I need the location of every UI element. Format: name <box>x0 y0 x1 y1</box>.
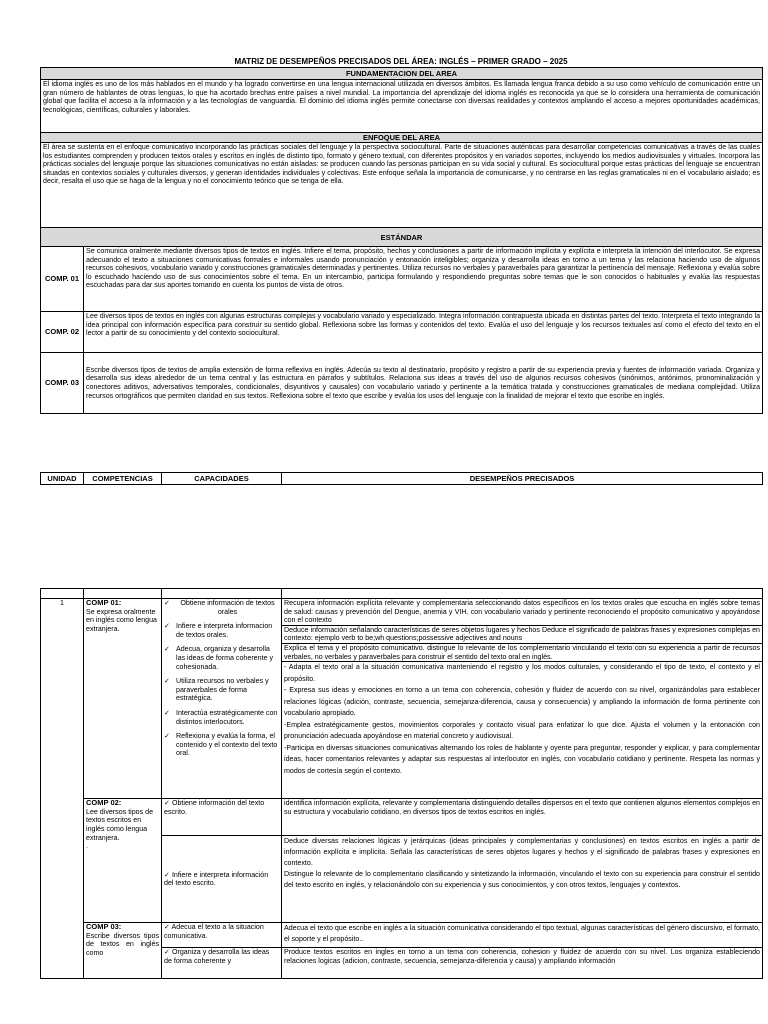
standard-comp-01-text: Se comunica oralmente mediante diversos tipos de textos en inglés. Infiere el tema, propósito, hechos y conclusiones a partir de información implícita y explícita e interpreta la intención del interlocutor. Se expresa adecuando el texto a situaciones comunicativas formales e informales usando pronunciación y entonación inteligibles; organiza y desarrolla ideas en torno a un tema y las relaciona haciendo uso de algunos recursos cohesivos, vocabulario variado y construcciones gramaticales determinadas y pertinentes. Utiliza recursos no verbales y paraverbales para garantizar la pertinencia del mensaje. Reflexiona y evalúa sobre lo escuchado haciendo uso de sus conocimientos sobre el tema. En un intercambio, participa formulando y respondiendo preguntas sobre temas que le son conocidos o habituales y evalúa las respuestas escuchadas para dar sus aportes tomando en cuenta los puntos de vista de otros. <box>84 247 763 312</box>
check-icon: ✓ <box>164 732 170 741</box>
empty-cell <box>162 589 282 599</box>
check-icon: ✓ <box>164 622 170 631</box>
standard-comp-02-text: Lee diversos tipos de textos en inglés con algunas estructuras complejas y vocabulario variado y especializado. Integra información contrapuesta ubicada en distintas partes del texto. Interpreta el texto integrando la idea principal con información específica para construir su sentido global. Reflexiona sobre las formas y contenidos del texto. Evalúa el uso del lenguaje y los recursos textuales así como el efecto del texto en el lector a partir de su conocimiento y del contexto sociocultural. <box>84 312 763 353</box>
capacity-item: Interactúa estratégicamente con distintos interlocutors. <box>176 708 278 726</box>
capacity-02-2 <box>162 836 282 923</box>
performance-3-2: Produce textos escritos en ingles en torno a un tema con coherencia, cohesion y fluidez de acuerdo con su nivel. Los organiza estableciendo relaciones logicas (adicion, contraste, secuencia, semejanza-diferencia y causa) y ampliando información <box>282 948 763 979</box>
header-desempenos: DESEMPEÑOS PRECISADOS <box>282 473 763 485</box>
competency-02 <box>84 799 162 923</box>
competency-03-desc: Escribe diversos tipos de textos en inglés como <box>86 931 159 957</box>
standard-comp-01-label: COMP. 01 <box>41 247 84 312</box>
check-icon: ✓ <box>164 948 170 957</box>
standard-comp-03-text: Escribe diversos tipos de textos de amplia extensión de forma reflexiva en inglés. Adecúa su texto al destinatario, propósito y registro a partir de su experiencia previa y fuentes de información variada. Organiza y desarrolla sus ideas alrededor de un tema central y las estructura en párrafos y subtítulos. Relaciona sus ideas a través del uso de algunos recursos cohesivos (sinónimos, antónimos, pronominalización y conectores aditivos, adversativos temporales, condicionales, disyuntivos y causales) con vocabulario variado y pertinente a la temática tratada y construcciones gramaticales de mediana complejidad. Utiliza recursos ortográficos que permiten claridad en sus textos. Reflexiona sobre el texto que escribe y evalúa los usos del lenguaje con la finalidad de mejorar el texto que escribe en inglés. <box>84 353 763 414</box>
competency-01 <box>84 599 162 799</box>
header-capacidades: CAPACIDADES <box>162 473 282 485</box>
competency-03-title: COMP 03: <box>86 922 122 932</box>
competency-01-title: COMP 01: <box>86 598 122 607</box>
performance-2-1: identifica información explícita, relevante y complementaria distinguiendo detalles dispersos en el texto que contienen algunos elementos complejos en su estructura y vocabulario cotidiano, en diversos tipos de textos escritos en inglés. <box>282 799 763 836</box>
capacity-03-2 <box>162 948 282 979</box>
performance-item: - Expresa sus ideas y emociones en torno a un tema con coherencia, cohesión y fluidez de acuerdo con su nivel, organizándolas para establecer relaciones lógicas (adición, contraste, secuencia, semejanza-diferencia, causa y consecuencia) y ampliando la información de forma pertinente con vocabulario apropiado. <box>284 686 760 718</box>
fundamentacion-text: El idioma inglés es uno de los más hablados en el mundo y ha logrado convertirse en una lengua internacional utilizada en diversos ámbitos. Es llamada lengua franca debido a su uso como vehículo de comunicación entre un gran número de hablantes de otras lenguas, lo que ha acortado brechas entre países a nivel mundial. La importancia del aprendizaje del idioma inglés es reconocida ya que se lo considera una herramienta de comunicación global que facilita el acceso a la información y a las tecnologías de vanguardia. El dominio del idioma inglés permite conectarse con diversas realidades y contextos ampliando el acceso a mejores oportunidades académicas, tecnológicas, científicas, culturales y laborales. <box>41 80 763 133</box>
performance-item: Distingue lo relevante de lo complementario clasificando y sintetizando la información, vinculando el texto con su experiencia para construir el sentido del texto escrito en inglés, y relacionándolo con su experiencia y sus conocimientos, y con otros textos, lenguajes y contextos. <box>284 870 760 890</box>
enfoque-text: El área se sustenta en el enfoque comunicativo incorporando las prácticas sociales del lenguaje y la perspectiva sociocultural. Parte de situaciones auténticas para desarrollar competencias comunicativas a través de las cuales los estudiantes comprenden y producen textos orales y escritos en inglés de distinto tipo, formato y género textual, con diferentes propósitos y en variados soportes, incluyendo los medios audiovisuales y virtuales. Incorpora las prácticas sociales del lenguaje porque las situaciones comunicativas no están aisladas: se producen cuando las personas participan en su vida social y cultural. Es sociocultural porque estas prácticas del lenguaje se encuentran situadas en contextos sociales y culturales diversos, y generan identidades individuales y colectivas. Este enfoque señala la importancia de comunicarse, y no centrarse en las reglas gramaticales ni en el vocabulario aislado; es decir, resalta el uso que se haga de la lengua y no el conocimiento teórico que se tenga de ella. <box>41 143 763 228</box>
empty-cell <box>282 589 763 599</box>
performance-item: Deduce diversas relaciones lógicas y jerárquicas (ideas principales y complementarias y conclusiones) en textos escritos en inglés a partir de información explícita e implícita. Señala las características de seres objetos lugares y hechos y el significado de palabras frases y expresiones en contexto. <box>284 837 760 868</box>
standard-comp-02-label: COMP. 02 <box>41 312 84 353</box>
matrix-header-table <box>40 472 763 485</box>
capacity-item: Organiza y desarrolla las ideas de forma coherente y <box>164 948 270 965</box>
enfoque-heading: ENFOQUE DEL AREA <box>41 133 763 143</box>
capacities-01 <box>162 599 282 799</box>
competency-02-dot: . <box>86 842 88 851</box>
performance-1-2: Deduce información señalando características de seres objetos lugares y hechos Deduce el significado de palabras frases y expresiones complejas en contexto: ejemplo verb to be;wh questions;possessive adjectives and nouns <box>282 625 763 643</box>
capacity-item: Infiere e interpreta información del texto escrito. <box>164 870 269 888</box>
check-icon: ✓ <box>164 677 170 686</box>
standard-comp-03-label: COMP. 03 <box>41 353 84 414</box>
capacity-item: Infiere e interpreta informacion de textos orales. <box>176 622 273 639</box>
check-icon: ✓ <box>164 645 170 654</box>
capacity-item: Adecua, organiza y desarrolla las ideas de forma coherente y cohesionada. <box>176 645 274 671</box>
check-icon: ✓ <box>164 799 170 808</box>
performance-1-3: Explica el tema y el propósito comunicativo. distingue lo relevante de los complementario vinculando el texto con su experiencia a partir de recursos verbales, no verbales y paraverbales para construir el sentido del texto oral en inglés. <box>282 643 763 661</box>
competency-02-title: COMP 02: <box>86 798 122 808</box>
performance-item: - Adapta el texto oral a la situación comunicativa manteniendo el registro y los modos culturales, y considerando el tipo de texto, el contexto y el propósito. <box>284 663 760 683</box>
performance-matrix-table <box>40 588 763 979</box>
header-competencias: COMPETENCIAS <box>84 473 162 485</box>
empty-cell <box>84 589 162 599</box>
empty-cell <box>41 589 84 599</box>
capacity-item: Obtiene información de textos orales <box>180 599 275 616</box>
document-title: MATRIZ DE DESEMPEÑOS PRECISADOS DEL ÁREA: INGLÉS – PRIMER GRADO – 2025 <box>234 57 568 66</box>
performance-1-4 <box>282 662 763 799</box>
check-icon: ✓ <box>164 923 170 932</box>
performance-2-2 <box>282 836 763 923</box>
capacity-item: Utiliza recursos no verbales y paraverbales de forma estratégica. <box>176 677 269 703</box>
capacity-item: Reflexiona y evalúa la forma, el contenido y el contexto del texto oral. <box>176 732 278 758</box>
fundamentacion-heading: FUNDAMENTACION DEL AREA <box>41 68 763 80</box>
performance-item: -Emplea estratégicamente gestos, movimientos corporales y contacto visual para enfatizar lo que dice. Ajusta el volumen y la entonación con pronunciación adecuada apoyándose en material concreto y audiovisual. <box>284 720 760 741</box>
competency-03 <box>84 923 162 979</box>
capacity-03-1 <box>162 923 282 948</box>
performance-1-1: Recupera información explícita relevante y complementaria seleccionando datos específicos en los textos orales que escucha en inglés sobre temas de salud: causas y prevención del Dengue, anemia y VIH. con vocabulario variado y pertinente reconociendo el propósito comunicativo y apoyándose con el contexto <box>282 599 763 626</box>
capacity-item: Obtiene información del texto escrito. <box>164 799 265 816</box>
unit-number: 1 <box>41 599 84 979</box>
estandar-heading: ESTÁNDAR <box>41 228 763 247</box>
capacity-item: Adecua el texto a la situacion comunicativa. <box>164 923 264 940</box>
check-icon: ✓ <box>164 870 170 879</box>
check-icon: ✓ <box>164 708 170 717</box>
capacity-02-1 <box>162 799 282 836</box>
header-unidad: UNIDAD <box>41 473 84 485</box>
competency-02-desc: Lee diversos tipos de textos escritos en inglés como lengua extranjera. <box>86 807 154 842</box>
performance-item: -Participa en diversas situaciones comunicativas alternando los roles de hablante y oyente para preguntar, responder y explicar, y para complementar ideas, hacer comentarios relevantes y adaptar sus respuestas al interlocutor en inglés, con vocabulario cotidiano y pertinente. Respeta las normas y modos de cortesía según el contexto. <box>284 743 760 775</box>
area-info-table <box>40 67 763 414</box>
check-icon: ✓ <box>164 599 170 607</box>
performance-3-1: Adecua el texto que escribe en inglés a la situación comunicativa considerando el tipo textual, algunas características del género discursivo, el formato, el soporte y el propósito.. <box>282 923 763 948</box>
competency-01-desc: Se expresa oralmente en inglés como lengua extranjera. <box>86 607 157 633</box>
